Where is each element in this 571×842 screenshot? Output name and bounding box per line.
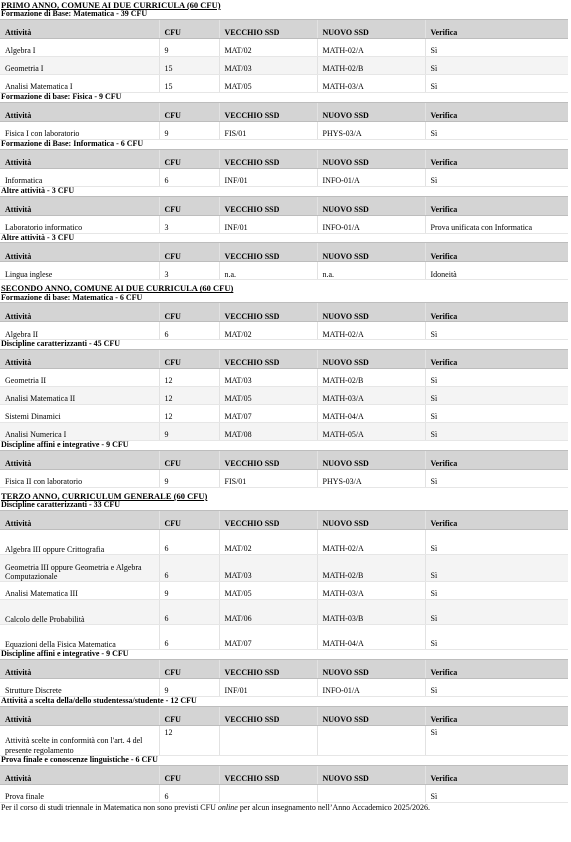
header-nuovo-ssd: NUOVO SSD (317, 660, 425, 679)
header-attivita: Attività (0, 20, 159, 39)
header-cfu: CFU (159, 149, 219, 168)
cell-verifica: Idoneità (425, 262, 568, 280)
cell-old-ssd: INF/01 (219, 215, 317, 233)
cell-new-ssd: MATH-04/A (317, 405, 425, 423)
cell-activity: Algebra II (0, 322, 159, 340)
header-vecchio-ssd: VECCHIO SSD (219, 20, 317, 39)
cell-verifica: Sì (425, 470, 568, 488)
table-row (0, 679, 568, 697)
course-table (0, 765, 568, 803)
cell-old-ssd: MAT/05 (219, 75, 317, 93)
cell-cfu: 9 (159, 582, 219, 600)
cell-verifica: Sì (425, 369, 568, 387)
course-table (0, 302, 568, 340)
table-row (0, 262, 568, 280)
header-cfu: CFU (159, 350, 219, 369)
cell-activity: Strutture Discrete (0, 679, 159, 697)
section-title: Formazione di Base: Matematica - 39 CFU (1, 9, 148, 19)
cell-activity: Calcolo delle Probabilità (0, 600, 159, 625)
header-verifica: Verifica (425, 451, 568, 470)
header-verifica: Verifica (425, 660, 568, 679)
cell-activity: Algebra III oppure Crittografia (0, 530, 159, 555)
section-title: Discipline caratterizzanti - 45 CFU (1, 339, 121, 349)
table-row (0, 57, 568, 75)
cell-old-ssd: MAT/02 (219, 39, 317, 57)
header-attivita: Attività (0, 303, 159, 322)
table-row (0, 387, 568, 405)
header-verifica: Verifica (425, 102, 568, 121)
cell-new-ssd: MATH-02/B (317, 369, 425, 387)
cell-new-ssd: MATH-04/A (317, 625, 425, 650)
cell-cfu: 9 (159, 39, 219, 57)
cell-cfu: 6 (159, 530, 219, 555)
table-row (0, 322, 568, 340)
header-nuovo-ssd: NUOVO SSD (317, 243, 425, 262)
cell-activity: Algebra I (0, 39, 159, 57)
header-verifica: Verifica (425, 149, 568, 168)
header-vecchio-ssd: VECCHIO SSD (219, 303, 317, 322)
header-attivita: Attività (0, 706, 159, 725)
cell-verifica: Prova unificata con Informatica (425, 215, 568, 233)
cell-old-ssd: MAT/02 (219, 322, 317, 340)
header-vecchio-ssd: VECCHIO SSD (219, 451, 317, 470)
cell-verifica: Sì (425, 39, 568, 57)
course-table (0, 19, 568, 93)
cell-verifica: Sì (425, 322, 568, 340)
cell-new-ssd: INFO-01/A (317, 168, 425, 186)
cell-cfu: 9 (159, 679, 219, 697)
header-attivita: Attività (0, 149, 159, 168)
table-header-row (0, 660, 568, 679)
section-title: Attività a scelta della/dello studentessa/studente - 12 CFU (1, 696, 197, 705)
cell-activity: Sistemi Dinamici (0, 405, 159, 423)
cell-verifica: Sì (425, 555, 568, 582)
cell-cfu: 12 (159, 387, 219, 405)
cell-old-ssd (219, 725, 317, 755)
cell-cfu: 12 (159, 369, 219, 387)
cell-cfu: 6 (159, 600, 219, 625)
cell-old-ssd: MAT/02 (219, 530, 317, 555)
year-1-title: PRIMO ANNO, COMUNE AI DUE CURRICULA (60 CFU) (1, 0, 221, 10)
cell-activity: Geometria I (0, 57, 159, 75)
cell-new-ssd (317, 725, 425, 755)
cell-cfu: 6 (159, 168, 219, 186)
cell-old-ssd: INF/01 (219, 168, 317, 186)
cell-verifica: Sì (425, 600, 568, 625)
header-nuovo-ssd: NUOVO SSD (317, 303, 425, 322)
cell-activity: Geometria II (0, 369, 159, 387)
header-attivita: Attività (0, 451, 159, 470)
cell-new-ssd: INFO-01/A (317, 679, 425, 697)
header-vecchio-ssd: VECCHIO SSD (219, 706, 317, 725)
cell-verifica: Sì (425, 784, 568, 802)
section-title: Altre attività - 3 CFU (1, 232, 75, 242)
header-cfu: CFU (159, 706, 219, 725)
cell-old-ssd: FIS/01 (219, 470, 317, 488)
cell-new-ssd: INFO-01/A (317, 215, 425, 233)
cell-verifica: Sì (425, 423, 568, 441)
cell-new-ssd: PHYS-03/A (317, 121, 425, 139)
table-header-row (0, 196, 568, 215)
table-row (0, 168, 568, 186)
header-attivita: Attività (0, 196, 159, 215)
cell-activity: Fisica I con laboratorio (0, 121, 159, 139)
cell-activity: Analisi Matematica III (0, 582, 159, 600)
header-attivita: Attività (0, 511, 159, 530)
table-header-row (0, 243, 568, 262)
footer-note (1, 804, 571, 813)
header-nuovo-ssd: NUOVO SSD (317, 451, 425, 470)
table-header-row (0, 765, 568, 784)
header-attivita: Attività (0, 765, 159, 784)
header-attivita: Attività (0, 350, 159, 369)
course-table (0, 510, 568, 650)
header-verifica: Verifica (425, 350, 568, 369)
cell-verifica: Sì (425, 405, 568, 423)
header-cfu: CFU (159, 765, 219, 784)
cell-new-ssd (317, 784, 425, 802)
header-cfu: CFU (159, 196, 219, 215)
table-header-row (0, 102, 568, 121)
cell-cfu: 15 (159, 57, 219, 75)
section-title: Discipline affini e integrative - 9 CFU (1, 649, 129, 659)
cell-activity: Equazioni della Fisica Matematica (0, 625, 159, 650)
year-2-title: SECONDO ANNO, COMUNE AI DUE CURRICULA (60 CFU) (1, 283, 234, 294)
section-title: Formazione di base: Fisica - 9 CFU (1, 92, 122, 102)
table-row (0, 215, 568, 233)
course-table (0, 659, 568, 697)
header-vecchio-ssd: VECCHIO SSD (219, 511, 317, 530)
cell-verifica: Sì (425, 168, 568, 186)
cell-activity: Laboratorio informatico (0, 215, 159, 233)
cell-new-ssd: MATH-02/A (317, 322, 425, 340)
table-row (0, 405, 568, 423)
cell-activity: Fisica II con laboratorio (0, 470, 159, 488)
header-cfu: CFU (159, 451, 219, 470)
header-nuovo-ssd: NUOVO SSD (317, 149, 425, 168)
header-verifica: Verifica (425, 706, 568, 725)
table-row (0, 600, 568, 625)
cell-cfu: 9 (159, 423, 219, 441)
course-table (0, 102, 568, 140)
header-vecchio-ssd: VECCHIO SSD (219, 243, 317, 262)
table-row (0, 784, 568, 802)
header-verifica: Verifica (425, 196, 568, 215)
cell-verifica: Sì (425, 679, 568, 697)
header-attivita: Attività (0, 102, 159, 121)
table-row (0, 530, 568, 555)
table-row (0, 39, 568, 57)
header-attivita: Attività (0, 660, 159, 679)
cell-new-ssd: MATH-02/A (317, 530, 425, 555)
cell-activity: Analisi Numerica I (0, 423, 159, 441)
section-title: Altre attività - 3 CFU (1, 185, 75, 195)
cell-new-ssd: MATH-03/A (317, 75, 425, 93)
cell-old-ssd: MAT/05 (219, 387, 317, 405)
cell-old-ssd: MAT/05 (219, 582, 317, 600)
cell-new-ssd: MATH-02/B (317, 555, 425, 582)
cell-new-ssd: MATH-02/A (317, 39, 425, 57)
cell-old-ssd: MAT/06 (219, 600, 317, 625)
table-header-row (0, 303, 568, 322)
cell-old-ssd: MAT/03 (219, 57, 317, 75)
cell-activity: Geometria III oppure Geometria e Algebra Computazionale (0, 555, 159, 582)
header-cfu: CFU (159, 243, 219, 262)
course-table (0, 149, 568, 187)
cell-cfu: 12 (159, 405, 219, 423)
cell-verifica: Sì (425, 725, 568, 755)
course-table (0, 349, 568, 441)
section-title: Discipline caratterizzanti - 33 CFU (1, 500, 121, 510)
table-header-row (0, 511, 568, 530)
table-header-row (0, 706, 568, 725)
table-row (0, 470, 568, 488)
cell-old-ssd (219, 784, 317, 802)
table-row (0, 625, 568, 650)
cell-new-ssd: PHYS-03/A (317, 470, 425, 488)
header-nuovo-ssd: NUOVO SSD (317, 511, 425, 530)
header-attivita: Attività (0, 243, 159, 262)
table-header-row (0, 20, 568, 39)
table-header-row (0, 149, 568, 168)
header-nuovo-ssd: NUOVO SSD (317, 196, 425, 215)
cell-old-ssd: MAT/08 (219, 423, 317, 441)
header-vecchio-ssd: VECCHIO SSD (219, 149, 317, 168)
table-row (0, 121, 568, 139)
course-table (0, 196, 568, 234)
cell-new-ssd: MATH-05/A (317, 423, 425, 441)
header-vecchio-ssd: VECCHIO SSD (219, 765, 317, 784)
cell-old-ssd: n.a. (219, 262, 317, 280)
year-3-title: TERZO ANNO, CURRICULUM GENERALE (60 CFU) (1, 491, 208, 502)
cell-old-ssd: MAT/03 (219, 555, 317, 582)
table-header-row (0, 350, 568, 369)
table-row (0, 725, 568, 755)
table-row (0, 555, 568, 582)
cell-verifica: Sì (425, 121, 568, 139)
cell-activity: Prova finale (0, 784, 159, 802)
header-vecchio-ssd: VECCHIO SSD (219, 196, 317, 215)
course-table (0, 450, 568, 488)
cell-new-ssd: n.a. (317, 262, 425, 280)
cell-activity: Analisi Matematica II (0, 387, 159, 405)
header-cfu: CFU (159, 511, 219, 530)
cell-verifica: Sì (425, 582, 568, 600)
cell-old-ssd: FIS/01 (219, 121, 317, 139)
section-title: Formazione di Base: Informatica - 6 CFU (1, 138, 144, 148)
cell-cfu: 6 (159, 784, 219, 802)
header-verifica: Verifica (425, 243, 568, 262)
section-title: Discipline affini e integrative - 9 CFU (1, 440, 129, 450)
section-title: Prova finale e conoscenze linguistiche - 6 CFU (1, 754, 158, 764)
table-row (0, 582, 568, 600)
cell-new-ssd: MATH-03/B (317, 600, 425, 625)
cell-activity: Lingua inglese (0, 262, 159, 280)
cell-cfu: 3 (159, 262, 219, 280)
cell-cfu: 6 (159, 555, 219, 582)
header-vecchio-ssd: VECCHIO SSD (219, 350, 317, 369)
header-vecchio-ssd: VECCHIO SSD (219, 102, 317, 121)
cell-cfu: 6 (159, 625, 219, 650)
cell-verifica: Sì (425, 387, 568, 405)
cell-activity: Informatica (0, 168, 159, 186)
footer-text-after: per alcun insegnamento nell’Anno Accademico 2025/2026. (237, 802, 431, 812)
header-verifica: Verifica (425, 303, 568, 322)
cell-activity: Analisi Matematica I (0, 75, 159, 93)
cell-cfu: 15 (159, 75, 219, 93)
cell-cfu: 9 (159, 121, 219, 139)
header-nuovo-ssd: NUOVO SSD (317, 765, 425, 784)
footer-text-emphasis: online (217, 802, 238, 812)
cell-old-ssd: MAT/03 (219, 369, 317, 387)
cell-cfu: 6 (159, 322, 219, 340)
header-nuovo-ssd: NUOVO SSD (317, 350, 425, 369)
table-row (0, 369, 568, 387)
table-row (0, 75, 568, 93)
header-nuovo-ssd: NUOVO SSD (317, 102, 425, 121)
cell-verifica: Sì (425, 57, 568, 75)
header-cfu: CFU (159, 660, 219, 679)
table-row (0, 423, 568, 441)
cell-verifica: Sì (425, 530, 568, 555)
cell-new-ssd: MATH-03/A (317, 387, 425, 405)
header-nuovo-ssd: NUOVO SSD (317, 20, 425, 39)
footer-text-before: Per il corso di studi triennale in Matematica non sono previsti CFU (1, 802, 218, 812)
header-verifica: Verifica (425, 511, 568, 530)
header-cfu: CFU (159, 102, 219, 121)
cell-verifica: Sì (425, 75, 568, 93)
header-verifica: Verifica (425, 20, 568, 39)
header-verifica: Verifica (425, 765, 568, 784)
header-cfu: CFU (159, 303, 219, 322)
cell-old-ssd: MAT/07 (219, 625, 317, 650)
header-cfu: CFU (159, 20, 219, 39)
cell-old-ssd: INF/01 (219, 679, 317, 697)
cell-new-ssd: MATH-02/B (317, 57, 425, 75)
cell-cfu: 12 (159, 725, 219, 755)
cell-new-ssd: MATH-03/A (317, 582, 425, 600)
table-header-row (0, 451, 568, 470)
cell-activity: Attività scelte in conformità con l'art. 4 del presente regolamento (0, 725, 159, 755)
cell-cfu: 3 (159, 215, 219, 233)
header-vecchio-ssd: VECCHIO SSD (219, 660, 317, 679)
cell-old-ssd: MAT/07 (219, 405, 317, 423)
header-nuovo-ssd: NUOVO SSD (317, 706, 425, 725)
course-table (0, 706, 568, 756)
cell-verifica: Sì (425, 625, 568, 650)
course-table (0, 242, 568, 280)
section-title: Formazione di base: Matematica - 6 CFU (1, 292, 143, 302)
cell-cfu: 9 (159, 470, 219, 488)
